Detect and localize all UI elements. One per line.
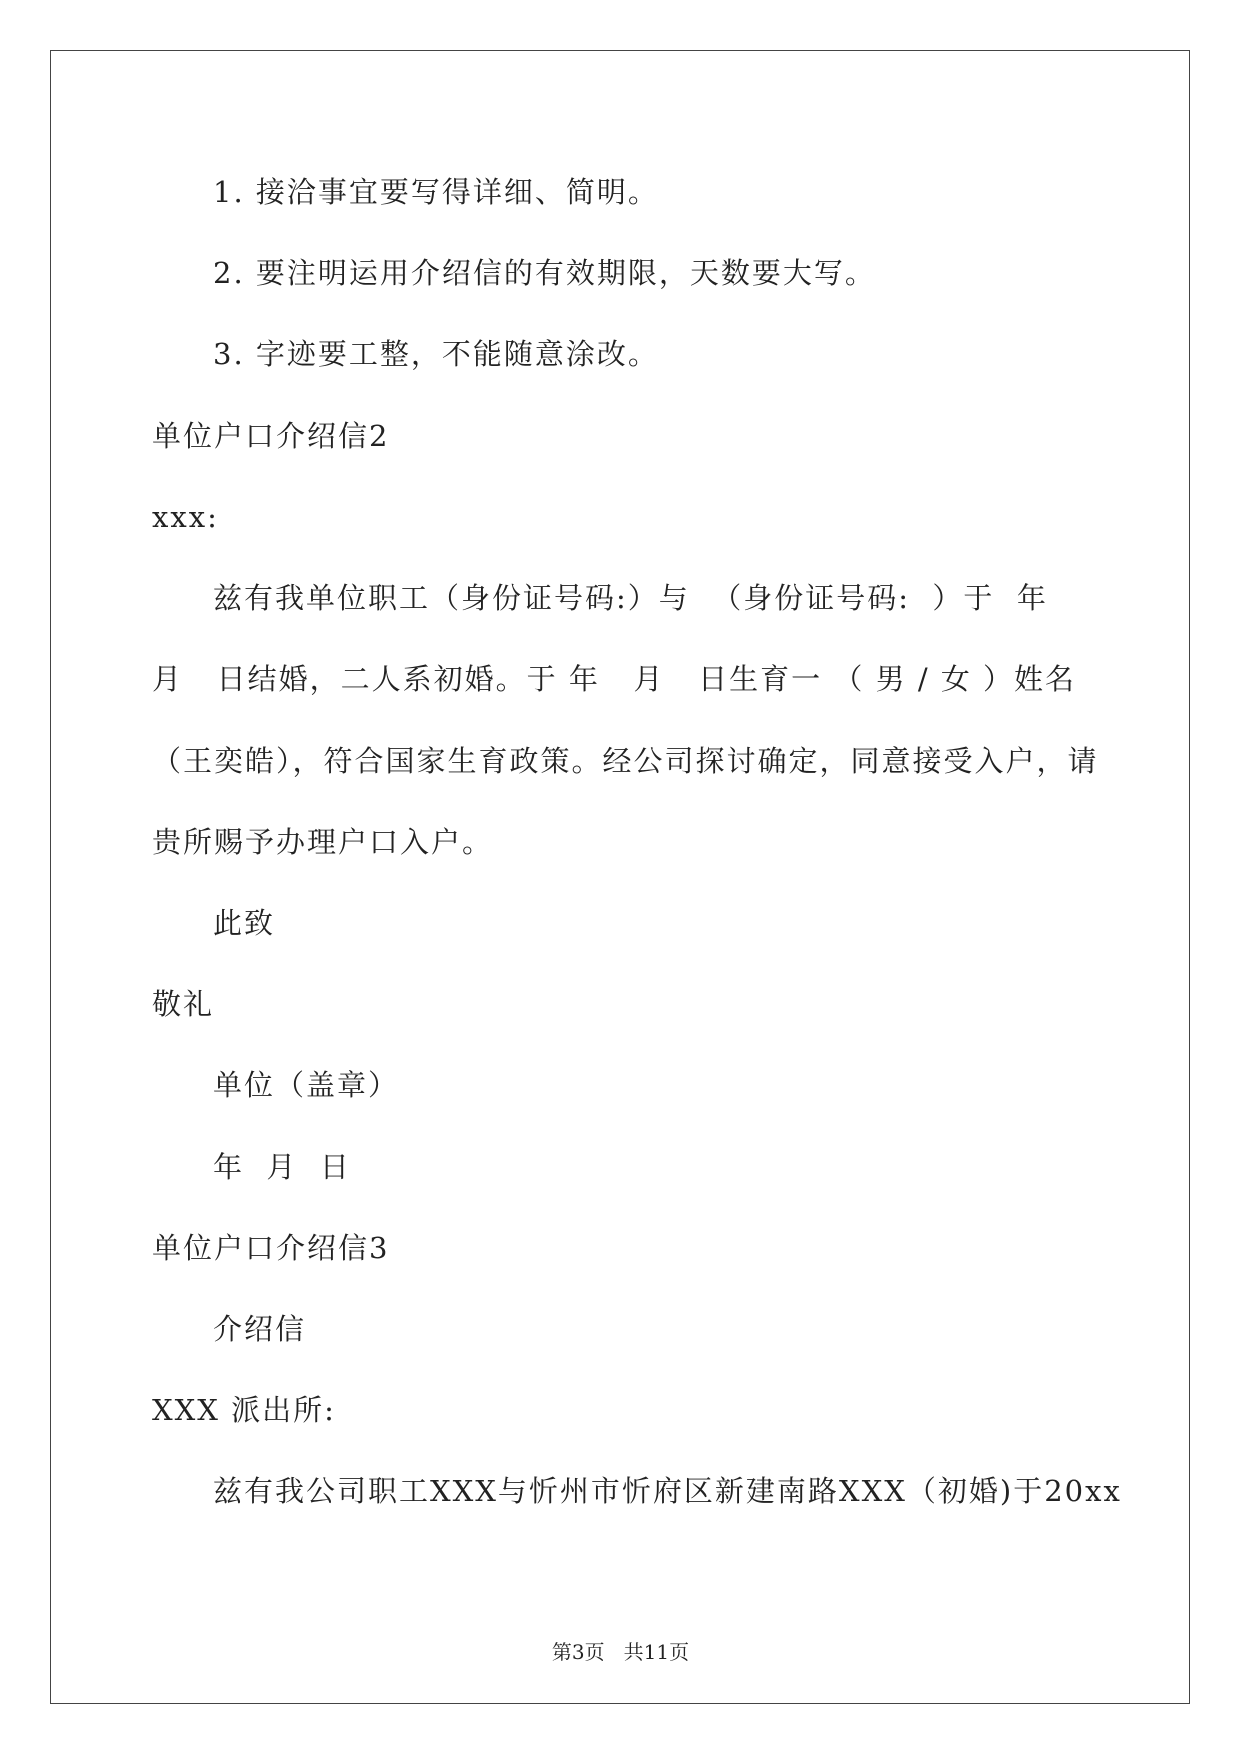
closing-regards: 敬礼 xyxy=(152,987,215,1021)
section-heading-2: 单位户口介绍信2 xyxy=(152,419,390,453)
body-paragraph-line: 兹有我公司职工XXX与忻州市忻府区新建南路XXX（初婚)于20xx xyxy=(213,1474,1122,1508)
salutation: XXX 派出所: xyxy=(152,1393,336,1427)
body-paragraph-line: 兹有我单位职工（身份证号码:）与 （身份证号码: ）于 年 xyxy=(213,581,1048,615)
body-paragraph-line: （王奕皓），符合国家生育政策。经公司探讨确定，同意接受入户，请 xyxy=(152,744,1099,778)
signature-unit: 单位（盖章） xyxy=(213,1068,400,1102)
letter-title: 介绍信 xyxy=(213,1312,307,1346)
page-number: 第3页 共11页 xyxy=(551,1640,690,1664)
signature-date: 年 月 日 xyxy=(213,1150,351,1184)
list-item-3: 3. 字迹要工整，不能随意涂改。 xyxy=(213,337,659,371)
body-paragraph-line: 贵所赐予办理户口入户。 xyxy=(152,825,494,859)
section-heading-3: 单位户口介绍信3 xyxy=(152,1231,390,1265)
page-border xyxy=(50,50,1190,1704)
body-paragraph-line: 月 日结婚，二人系初婚。于 年 月 日生育一 （ 男 / 女 ）姓名 xyxy=(152,662,1077,696)
closing-phrase: 此致 xyxy=(213,906,276,940)
list-item-2: 2. 要注明运用介绍信的有效期限，天数要大写。 xyxy=(213,256,876,290)
list-item-1: 1. 接洽事宜要写得详细、简明。 xyxy=(213,175,659,209)
salutation: xxx: xyxy=(152,500,219,534)
